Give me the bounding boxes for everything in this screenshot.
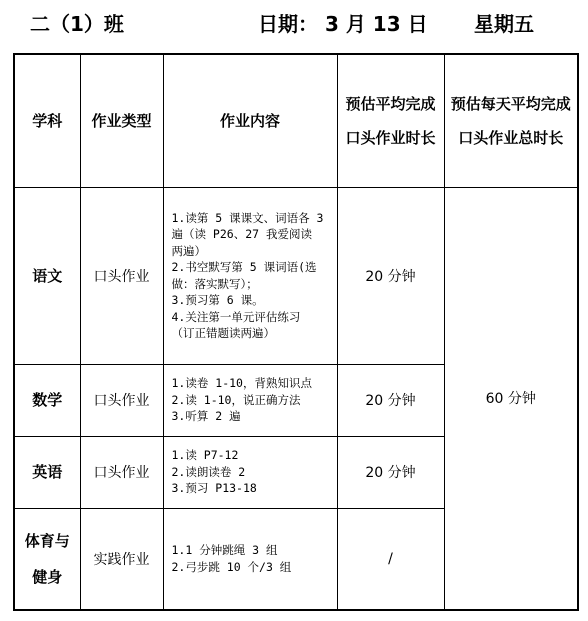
table-row <box>14 187 578 364</box>
content-line: 2.书空默写第 5 课词语(选 <box>171 260 317 274</box>
avg-time-header-text: 预估平均完成口头作业时长 <box>345 94 436 147</box>
homework-table <box>13 53 579 611</box>
total-duration-cell: 60 分钟 <box>444 187 578 610</box>
content-line: 1.读卷 1-10，背熟知识点 <box>171 376 312 391</box>
subject-line: 健身 <box>32 567 63 586</box>
subject-cell: 数学 <box>14 364 80 436</box>
content-line: 3.听算 2 遍 <box>171 409 241 424</box>
weekday-label: 星期五 <box>474 12 534 36</box>
type-cell: 口头作业 <box>80 364 163 436</box>
content-line: 1.读 P7-12 <box>171 448 239 463</box>
class-name: 二（1）班 <box>30 12 124 36</box>
duration-cell: / <box>337 508 444 610</box>
content-cell <box>163 187 337 364</box>
page-header <box>0 8 588 38</box>
date-label: 日期： 3 月 13 日 <box>258 12 428 36</box>
col-header-total-time <box>444 54 578 187</box>
col-header-type: 作业类型 <box>80 54 163 187</box>
type-cell: 口头作业 <box>80 436 163 508</box>
duration-cell: 20 分钟 <box>337 187 444 364</box>
duration-cell: 20 分钟 <box>337 364 444 436</box>
content-line: 4.关注第一单元评估练习 <box>171 309 301 324</box>
col-header-content: 作业内容 <box>163 54 337 187</box>
content-line: 3.预习 P13-18 <box>171 481 257 496</box>
content-line: 2.读朗读卷 2 <box>171 464 246 479</box>
content-line: （订正错题读两遍） <box>171 326 275 340</box>
type-cell: 实践作业 <box>80 508 163 610</box>
type-cell: 口头作业 <box>80 187 163 364</box>
content-cell <box>163 364 337 436</box>
subject-line: 体育与 <box>24 531 70 550</box>
subject-cell: 语文 <box>14 187 80 364</box>
content-line: 2.读 1-10，说正确方法 <box>171 392 301 407</box>
col-header-avg-time <box>337 54 444 187</box>
content-cell <box>163 508 337 610</box>
content-line: 做：落实默写）； <box>171 276 258 291</box>
content-line: 两遍） <box>171 243 206 258</box>
content-line: 1.读第 5 课课文、词语各 3 <box>171 210 324 225</box>
content-line: 3.预习第 6 课。 <box>171 293 264 307</box>
subject-cell: 英语 <box>14 436 80 508</box>
subject-cell <box>14 508 80 610</box>
content-line: 1.1 分钟跳绳 3 组 <box>171 543 278 558</box>
col-header-subject: 学科 <box>14 54 80 187</box>
total-time-header-text: 预估每天平均完成口头作业总时长 <box>450 94 571 147</box>
content-line: 遍（读 P26、27 我爱阅读 <box>171 227 312 241</box>
table-header-row <box>14 54 578 187</box>
duration-cell: 20 分钟 <box>337 436 444 508</box>
content-line: 2.弓步跳 10 个/3 组 <box>171 559 292 574</box>
content-cell <box>163 436 337 508</box>
